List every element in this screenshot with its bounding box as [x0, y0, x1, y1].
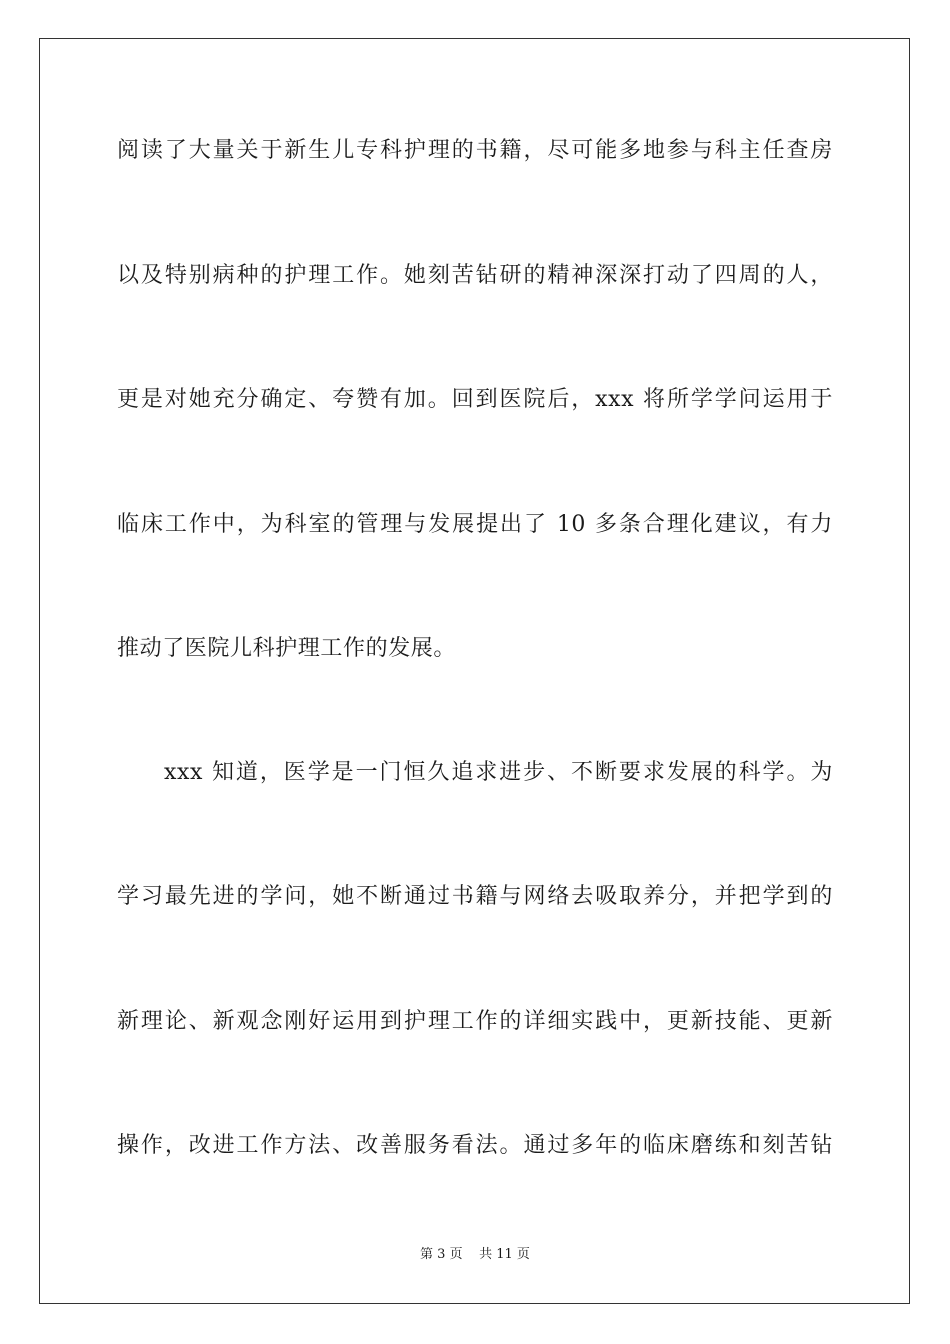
- text-line: 推动了医院儿科护理工作的发展。: [117, 636, 457, 661]
- text-line: 新理论、新观念刚好运用到护理工作的详细实践中，更新技能、更新: [117, 1009, 833, 1034]
- text-line: 更是对她充分确定、夸赞有加。回到医院后，xxx 将所学学问运用于: [117, 387, 833, 412]
- text-line: 操作，改进工作方法、改善服务看法。通过多年的临床磨练和刻苦钻: [117, 1133, 833, 1158]
- text-line: 以及特别病种的护理工作。她刻苦钻研的精神深深打动了四周的人，: [117, 263, 833, 288]
- text-line: 学习最先进的学问，她不断通过书籍与网络去吸取养分，并把学到的: [117, 884, 833, 909]
- text-line: 临床工作中，为科室的管理与发展提出了 10 多条合理化建议，有力: [117, 512, 833, 537]
- page-footer: [0, 1247, 950, 1263]
- text-line-paragraph-start: xxx 知道，医学是一门恒久追求进步、不断要求发展的科学。为: [164, 760, 833, 785]
- text-line: 阅读了大量关于新生儿专科护理的书籍，尽可能多地参与科主任查房: [117, 138, 833, 163]
- page-total: 共 11 页: [479, 1247, 530, 1262]
- page-number: 第 3 页: [420, 1247, 463, 1262]
- page-border: [39, 38, 910, 1304]
